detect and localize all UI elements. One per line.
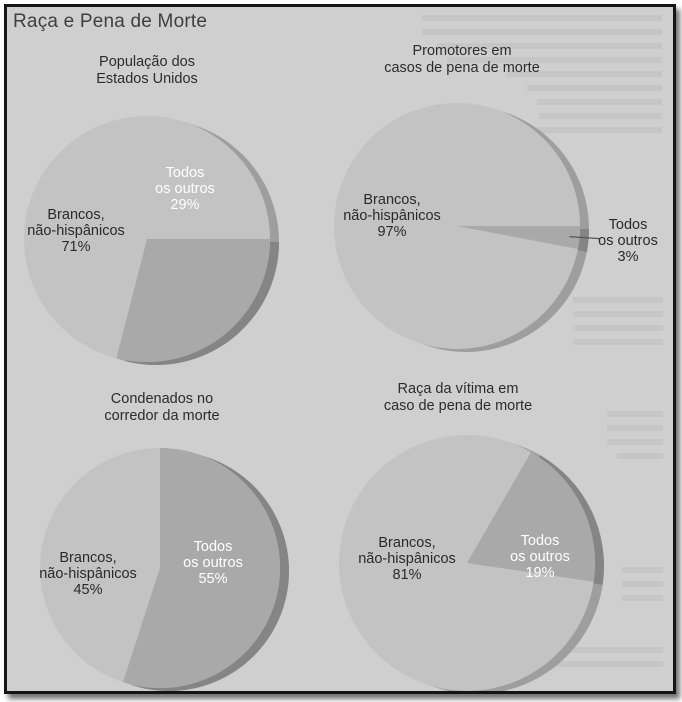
slice-label-line: Todos [193,539,233,555]
slice-label-outros [110,165,260,213]
slice-label-line: Brancos, [363,192,421,208]
slice-label-outros [138,539,288,587]
chart-title-promotores [342,43,582,77]
slice-percent: 55% [198,571,228,587]
slice-percent: 45% [73,582,103,598]
slice-label-line: Todos [520,533,560,549]
chart-title-line: Raça da vítima em [397,381,519,397]
chart-title-vitima [338,381,578,415]
chart-title-line: Condenados no [110,391,214,407]
slice-percent: 71% [61,239,91,255]
slice-label-line: os outros [598,233,658,249]
chart-title-line: corredor da morte [104,408,220,424]
slice-label-line: Brancos, [59,550,117,566]
slice-label-line: Todos [608,217,648,233]
slice-percent: 3% [617,249,639,265]
slice-label-line: não-hispânicos [343,208,441,224]
slice-label-line: não-hispânicos [27,223,125,239]
chart-title-populacao [27,54,267,88]
slice-label-line: os outros [510,549,570,565]
slice-percent: 81% [392,567,422,583]
chart-title-line: População dos [99,54,195,70]
slice-label-line: não-hispânicos [358,551,456,567]
slice-label-brancos [332,535,482,583]
slice-label-line: os outros [183,555,243,571]
slice-label-line: Brancos, [47,207,105,223]
slice-label-brancos [4,207,151,255]
slice-percent: 97% [377,224,407,240]
slice-label-outros [553,217,676,265]
slice-label-line: Brancos, [378,535,436,551]
figure-frame [4,4,676,694]
slice-label-line: os outros [155,181,215,197]
slice-percent: 19% [525,565,555,581]
slice-label-line: não-hispânicos [39,566,137,582]
chart-title-line: Promotores em [412,43,512,59]
page-title: Raça e Pena de Morte [13,11,208,32]
chart-title-line: Estados Unidos [96,71,198,87]
slice-label-brancos [317,192,467,240]
chart-title-line: casos de pena de morte [384,60,540,76]
chart-title-condenados [42,391,282,425]
slice-label-line: Todos [165,165,205,181]
slice-percent: 29% [170,197,200,213]
chart-title-line: caso de pena de morte [383,398,533,414]
slice-label-outros [465,533,615,581]
